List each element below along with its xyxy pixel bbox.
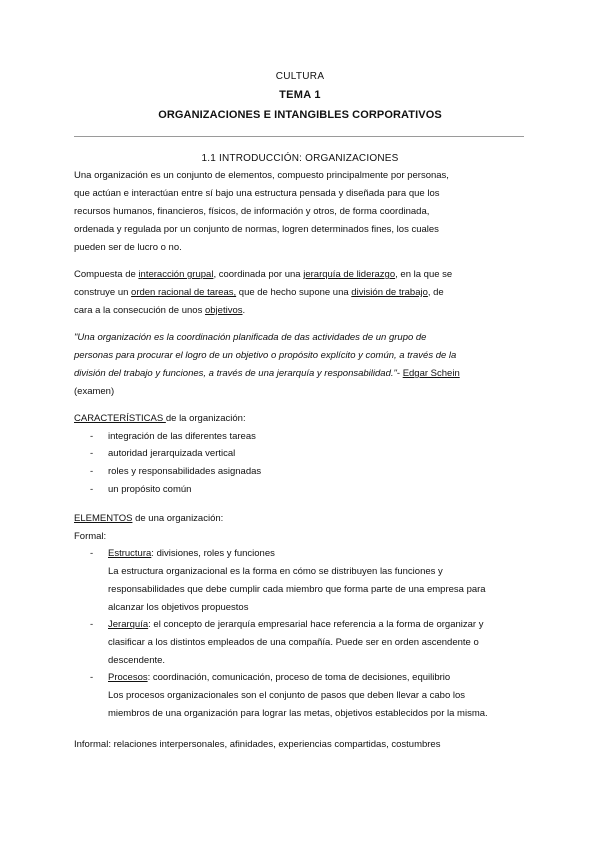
intro-line: pueden ser de lucro o no. [74, 242, 182, 253]
quote-author: Edgar Schein [402, 368, 460, 379]
informal-line: Informal: relaciones interpersonales, afinidades, experiencias compartidas, costumbres [74, 739, 441, 750]
list-item: - autoridad jerarquizada vertical [90, 448, 236, 460]
formal-label: Formal: [74, 530, 107, 542]
list-item-description: responsabilidades que debe cumplir cada miembro que forma parte de una empresa para [108, 583, 486, 595]
elements-heading: ELEMENTOS de una organización: [74, 513, 224, 524]
intro-line: recursos humanos, financieros, físicos, de información y otros, de forma coordinada, [74, 206, 430, 217]
intro-line: ordenada y regulada por un conjunto de normas, logren determinados fines, los cuales [74, 224, 439, 235]
intro-paragraph [74, 167, 544, 257]
composition-line-1: Compuesta de interacción grupal, coordinada por una jerarquía de liderazgo, en la que se [74, 269, 453, 280]
subject-label: CULTURA [275, 71, 325, 82]
schein-quote [74, 329, 544, 401]
term-division-trabajo: división de trabajo [351, 287, 428, 298]
composition-paragraph [74, 266, 544, 320]
informal-paragraph [74, 736, 544, 754]
composition-line-3: cara a la consecución de unos objetivos. [74, 305, 246, 316]
list-item: - un propósito común [90, 483, 192, 495]
list-item-description: Los procesos organizacionales son el conjunto de pasos que deben llevar a cabo los [108, 690, 466, 702]
section-heading: 1.1 INTRODUCCIÓN: ORGANIZACIONES [201, 153, 399, 164]
elements-section [74, 510, 544, 722]
tema-label: TEMA 1 [279, 89, 321, 101]
term-jerarquia-liderazgo: jerarquía de liderazgo [303, 269, 396, 280]
term-interaccion-grupal: interacción grupal [138, 269, 214, 280]
characteristics-section [74, 410, 544, 499]
term-objetivos: objetivos [204, 305, 243, 316]
characteristics-heading: CARACTERÍSTICAS de la organización: [74, 413, 246, 424]
horizontal-divider [74, 136, 524, 137]
list-item: - integración de las diferentes tareas [90, 430, 256, 442]
document-title: ORGANIZACIONES E INTANGIBLES CORPORATIVOS [158, 109, 442, 121]
list-item-description: miembros de una organización para lograr las metas, objetivos establecidos por la misma. [108, 707, 488, 719]
list-item-procesos: - Procesos: coordinación, comunicación, proceso de toma de decisiones, equilibrio [90, 672, 451, 684]
list-item-description: alcanzar los objetivos propuestos [108, 601, 249, 613]
list-item-jerarquia: - Jerarquía: el concepto de jerarquía empresarial hace referencia a la forma de organizar y [90, 619, 484, 631]
list-item: - roles y responsabilidades asignadas [90, 466, 262, 478]
intro-line: Una organización es un conjunto de elementos, compuesto principalmente por personas, [74, 170, 449, 181]
quote-line: personas para procurar el logro de un objetivo o propósito explícito y común, a través de la [74, 350, 457, 361]
quote-line: "Una organización es la coordinación planificada de das actividades de un grupo de [74, 332, 427, 343]
list-item-description: clasificar a los distintos empleados de una compañía. Puede ser en orden ascendente o [108, 636, 479, 648]
intro-line: que actúan e interactúan entre sí bajo una estructura pensada y diseñada para que los [74, 188, 440, 199]
list-item-estructura: - Estructura: divisiones, roles y funciones [90, 548, 275, 560]
quote-note: (examen) [74, 386, 115, 397]
quote-line-3: división del trabajo y funciones, a través de una jerarquía y responsabilidad."- Edgar Schein [74, 368, 460, 379]
list-item-description: descendente. [108, 654, 166, 666]
term-orden-racional: orden racional de tareas, [131, 287, 237, 298]
composition-line-2: construye un orden racional de tareas, que de hecho supone una división de trabajo, de [74, 287, 444, 298]
list-item-description: La estructura organizacional es la forma en cómo se distribuyen las funciones y [108, 566, 443, 578]
